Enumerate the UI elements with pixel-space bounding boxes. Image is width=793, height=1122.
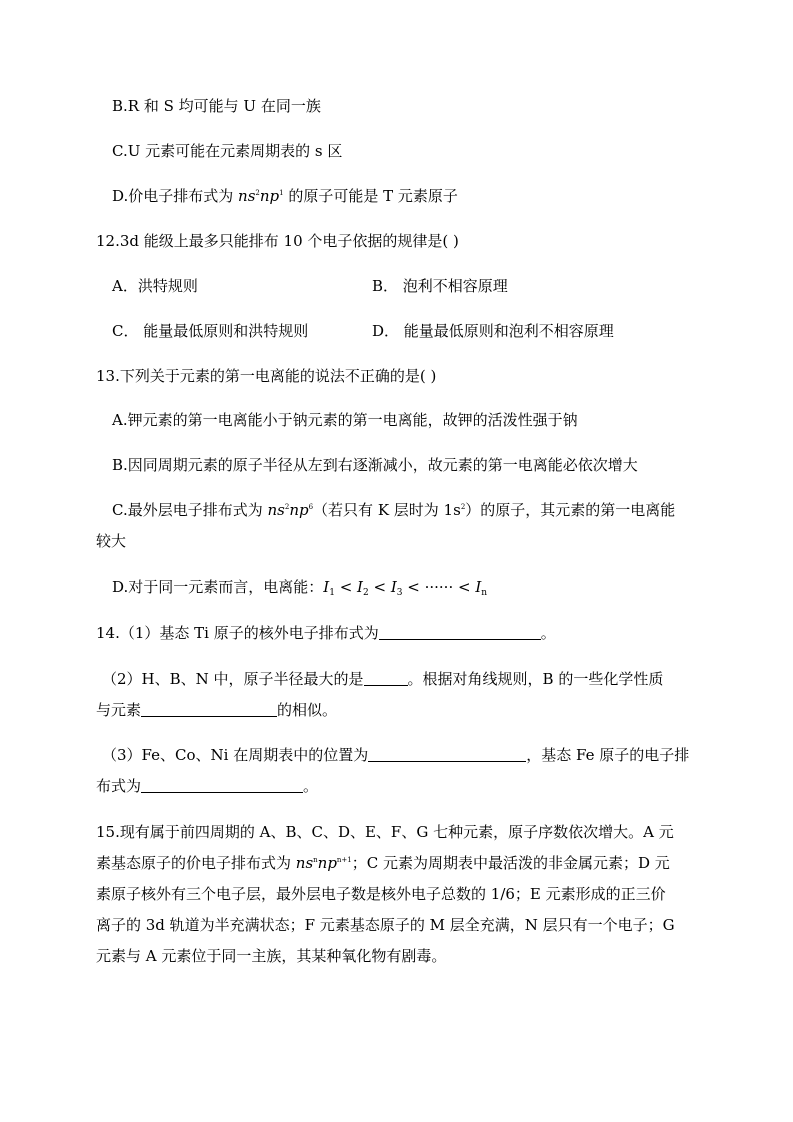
superscript: 2 (255, 189, 260, 197)
q14-part2-line2-text: 与元素 (96, 701, 142, 719)
q14-part3-line2-text: 布式为 (96, 777, 142, 795)
q12-option-d: D． 能量最低原则和泡利不相容原理 (372, 322, 614, 340)
superscript: 2 (284, 503, 290, 511)
q14-part2-line2-end: 的相似。 (277, 701, 338, 719)
q14-part2-text-end: 。根据对角线规则，B 的一些化学性质 (407, 670, 664, 688)
formula-ns: ns (267, 501, 285, 519)
q13-option-d (112, 577, 487, 597)
q13-option-c-line2: 较大 (96, 532, 127, 550)
q15-line1: 15.现有属于前四周期的 A、B、C、D、E、F、G 七种元素，原子序数依次增大。A 元 (96, 823, 674, 841)
q13-option-c-text-mid: （若只有 K 层时为 1s (313, 501, 461, 519)
q13-option-b: B.因同周期元素的原子半径从左到右逐渐减小，故元素的第一电离能必依次增大 (112, 456, 638, 474)
formula-I: I (390, 578, 397, 596)
superscript: 2 (460, 503, 466, 511)
q15-line2-text-end: ；C 元素为周期表中最活泼的非金属元素；D 元 (351, 854, 670, 872)
subscript: 2 (362, 588, 369, 598)
q11-option-d (112, 186, 458, 206)
subscript: 1 (329, 588, 335, 598)
q13-option-c (112, 500, 675, 520)
q14-part1-text: 14.（1）基态 Ti 原子的核外电子排布式为 (96, 624, 379, 642)
q12-option-a: A．洪特规则 (112, 277, 198, 295)
answer-blank-5[interactable] (141, 778, 303, 793)
formula-np: np (289, 501, 309, 519)
less-than: < (453, 578, 476, 596)
formula-np: np (317, 854, 337, 872)
q11-option-c: C.U 元素可能在元素周期表的 s 区 (112, 142, 343, 160)
q14-part2 (102, 669, 663, 689)
q14-part2-line2 (96, 700, 337, 720)
q14-part1 (96, 623, 556, 643)
q13-stem: 13.下列关于元素的第一电离能的说法不正确的是( ) (96, 367, 437, 385)
q12-option-b: B． 泡利不相容原理 (372, 277, 508, 295)
less-than: < (368, 578, 391, 596)
superscript: n (313, 856, 318, 864)
q13-option-d-text: D.对于同一元素而言，电离能： (112, 578, 324, 596)
q11-option-d-text-end: 的原子可能是 T 元素原子 (283, 187, 458, 205)
less-than: < (334, 578, 358, 596)
q15-line5: 元素与 A 元素位于同一主族，其某种氧化物有剧毒。 (96, 947, 447, 965)
answer-blank-1[interactable] (379, 625, 541, 640)
ellipsis: ······ (424, 578, 454, 596)
q11-option-b: B.R 和 S 均可能与 U 在同一族 (112, 97, 321, 115)
q15-line2-text: 素基态原子的价电子排布式为 (96, 854, 296, 872)
q15-line2 (96, 853, 670, 873)
q14-part3-text-end: ，基态 Fe 原子的电子排 (526, 746, 690, 764)
formula-np: np (259, 187, 280, 205)
q12-option-c: C． 能量最低原则和洪特规则 (112, 322, 309, 340)
formula-I: I (357, 578, 363, 596)
q13-option-c-text-end: ）的原子，其元素的第一电离能 (465, 501, 676, 519)
superscript: 1 (279, 189, 284, 197)
answer-blank-3[interactable] (141, 702, 277, 717)
less-than: < (402, 578, 425, 596)
q14-part3-line2 (96, 776, 318, 796)
subscript: 3 (396, 588, 403, 598)
q14-part3 (102, 745, 689, 765)
q11-option-d-text: D.价电子排布式为 (112, 187, 239, 205)
q12-stem: 12.3d 能级上最多只能排布 10 个电子依据的规律是( ) (96, 232, 459, 250)
q14-part1-end: 。 (540, 624, 556, 642)
q13-option-c-text: C.最外层电子排布式为 (112, 501, 268, 519)
q15-line4: 离子的 3d 轨道为半充满状态；F 元素基态原子的 M 层全充满，N 层只有一个电子；G (96, 916, 675, 934)
formula-I: I (323, 578, 330, 596)
formula-ns: ns (238, 187, 256, 205)
answer-blank-2[interactable] (364, 671, 408, 686)
formula-ns: ns (295, 854, 314, 872)
superscript: n+1 (336, 856, 352, 864)
q15-line3: 素原子核外有三个电子层，最外层电子数是核外电子总数的 1/6；E 元素形成的正三价 (96, 885, 666, 903)
q14-part3-text: （3）Fe、Co、Ni 在周期表中的位置为 (102, 746, 369, 764)
answer-blank-4[interactable] (368, 747, 526, 762)
formula-I: I (475, 578, 482, 596)
subscript: n (481, 588, 488, 598)
q14-part3-line2-end: 。 (303, 777, 319, 795)
superscript: 6 (308, 503, 314, 511)
q14-part2-text: （2）H、B、N 中，原子半径最大的是 (102, 670, 364, 688)
q13-option-a: A.钾元素的第一电离能小于钠元素的第一电离能，故钾的活泼性强于钠 (112, 411, 578, 429)
